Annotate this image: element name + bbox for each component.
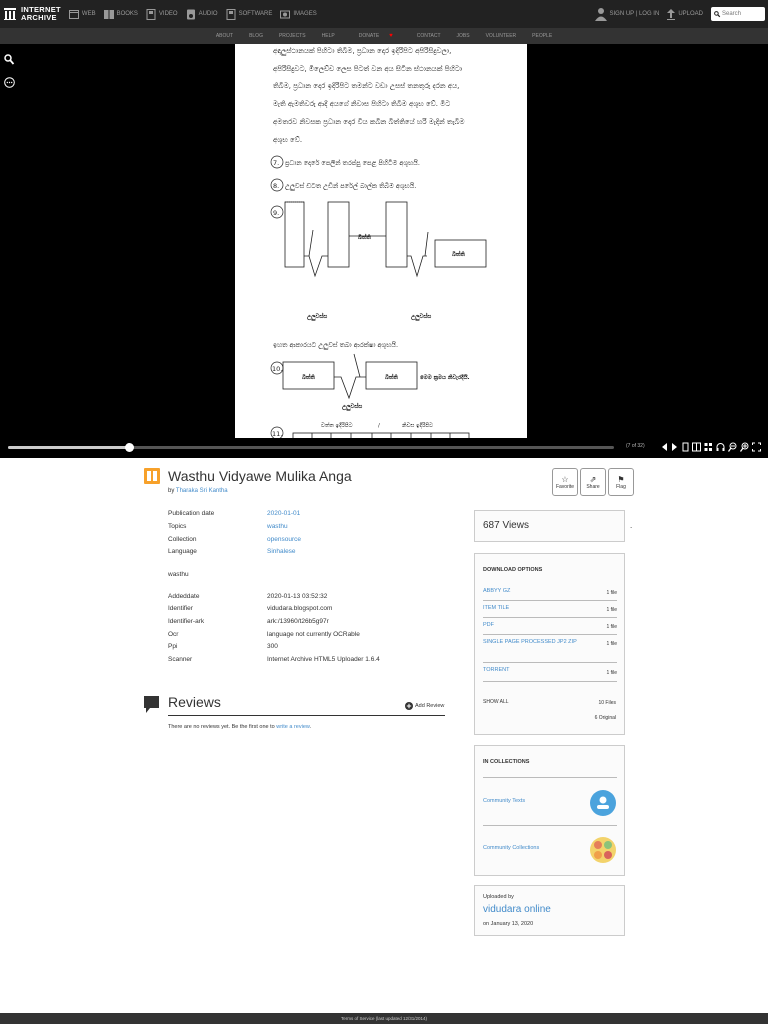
heart-icon: ♥: [389, 33, 393, 39]
write-review-link[interactable]: write a review: [276, 724, 310, 730]
subnav-about[interactable]: ABOUT: [215, 33, 234, 39]
search-input[interactable]: Search: [711, 7, 765, 21]
two-page-view-icon[interactable]: [692, 442, 701, 452]
book-reader: [0, 44, 768, 458]
software-icon: [226, 9, 236, 20]
collections-panel: [474, 745, 625, 876]
plus-circle-icon: [405, 702, 413, 710]
subnav-donate[interactable]: DONATE ♥: [358, 33, 393, 39]
books-icon: [104, 9, 114, 20]
svg-text:නිවස ඉදිරිපිට: නිවස ඉදිරිපිට: [402, 423, 434, 429]
terms-of-service-link[interactable]: Terms of Service (last updated 12/31/2014): [340, 1016, 428, 1021]
logo-line-2: ARCHIVE: [21, 13, 57, 22]
subnav-blog[interactable]: BLOG: [249, 33, 263, 39]
search-icon: [714, 11, 720, 17]
one-page-view-icon[interactable]: [682, 442, 689, 452]
book-page[interactable]: අඳාලුස්ථානයක් පිහිටා තිබීම, ප්‍රධාන දොර ඉදිරිපිට අපිරිසිදුවලා, අපිරිසිදුවට, මිලෙච්ච ලෙස පිටත් වන අය සිටින ස්ථානයක් පිහිටා තිබීම, ප්‍රධාන දොර ඉදිරිපිට තමන්ට වඩා උසස් තනතුරු දරන අය, මැති ඇමතිවරු ආදී අයගේ නිවාස පිහිටා තිබීම අශුභ වේ. මීට අමතරව නිවසක ප්‍රධාන දොර විය කබින බිත්තියේ හරි මැදින් තැබීම අශුභ වේ. 7. ප්‍රධාන දොරේ පෙලින් තරප්පු පෙළ පිහිටීම අශුභයි. 8. උලුවස්‍ ඩටත උඩින් පරේල් බාල්ක තිබීම අශුභයි. 9. බිත්ති බිත්ති උලුවස්ස උලුවස්ස ඉහත ආකාරයට උලුවස්‍ තබා ආරක්ෂා අශුභයි. 10. බිත්ති බිත්ති මෙම ක්‍රමය නිවැරදියි. උලුවස්ස 11. වත්ත ඉදිරිපිට / නිවස ඉදිරිපිට: [235, 44, 527, 438]
images-icon: [280, 9, 290, 20]
community-collections-link[interactable]: Community Collections: [483, 845, 540, 851]
download-options-heading: DOWNLOAD OPTIONS: [483, 567, 543, 573]
read-aloud-icon[interactable]: [716, 442, 725, 452]
community-texts-link[interactable]: Community Texts: [483, 798, 526, 804]
upload-link[interactable]: UPLOAD: [667, 9, 703, 20]
community-collections-icon: [589, 832, 617, 868]
flag-icon: ⚑: [617, 474, 625, 484]
views-panel: [474, 510, 625, 542]
download-row: SINGLE PAGE PROCESSED JP2 ZIP 1 file: [483, 636, 617, 663]
zoom-in-icon[interactable]: [740, 442, 749, 452]
uploader-link[interactable]: vidudara online: [483, 904, 551, 915]
svg-text:10.: 10.: [272, 365, 283, 373]
publication-date-link[interactable]: 2020-01-01: [267, 510, 301, 517]
svg-text:8.: 8.: [273, 182, 280, 190]
download-torrent[interactable]: TORRENT: [483, 667, 510, 673]
svg-text:ඉහත ආකාරයට උලුවස්‍ තබා ආරක්ෂා: ඉහත ආකාරයට උලුවස්‍ තබා ආරක්ෂා අශුභයි.: [273, 341, 399, 349]
page-slider-fill: [8, 446, 129, 449]
collections-divider: [483, 825, 617, 826]
next-page-icon[interactable]: [671, 442, 679, 452]
download-row: PDF 1 file: [483, 619, 617, 635]
item-title: Wasthu Vidyawe Mulika Anga: [168, 468, 352, 484]
page-slider[interactable]: [8, 446, 614, 449]
subnav-projects[interactable]: PROJECTS: [278, 33, 306, 39]
flag-button[interactable]: ⚑ Flag: [608, 468, 634, 496]
author-link[interactable]: Tharaka Sri Kantha: [175, 488, 228, 494]
zoom-out-icon[interactable]: [728, 442, 737, 452]
star-icon: ☆: [561, 474, 569, 484]
collection-item[interactable]: [483, 828, 617, 872]
top-navigation-bar: [0, 0, 768, 28]
download-jp2-zip[interactable]: SINGLE PAGE PROCESSED JP2 ZIP: [483, 639, 577, 645]
download-options-panel: [474, 553, 625, 735]
svg-text:උලුවස්ස: උලුවස්ස: [411, 314, 432, 320]
thumbnail-view-icon[interactable]: [704, 442, 713, 452]
secondary-navigation: [0, 28, 768, 44]
nav-software[interactable]: SOFTWARE: [226, 9, 273, 20]
reviews-icon: [144, 696, 159, 714]
web-icon: [69, 9, 79, 20]
texts-mediatype-icon: [144, 468, 160, 484]
search-icon[interactable]: [4, 54, 14, 65]
total-files: 10 Files: [598, 700, 616, 706]
community-texts-icon: [589, 785, 617, 821]
share-button[interactable]: ⇗ Share: [580, 468, 606, 496]
svg-text:බිත්ති: බිත්ති: [452, 252, 465, 258]
collection-item[interactable]: [483, 781, 617, 825]
svg-text:බිත්ති: බිත්ති: [358, 235, 371, 241]
subnav-contact[interactable]: CONTACT: [416, 33, 441, 39]
page-illustrations: [235, 152, 527, 438]
svg-text:වත්ත ඉදිරිපිට: වත්ත ඉදිරිපිට: [321, 423, 353, 429]
uploader-panel: [474, 885, 625, 936]
subnav-jobs[interactable]: JOBS: [456, 33, 470, 39]
subnav-people[interactable]: PEOPLE: [532, 33, 553, 39]
svg-text:11.: 11.: [272, 430, 283, 438]
archive-temple-icon: [4, 8, 16, 20]
topic-link[interactable]: wasthu: [267, 523, 288, 530]
svg-text:උලුවස්ස: උලුවස්ස: [307, 314, 328, 320]
nav-web[interactable]: WEB: [69, 9, 96, 20]
language-link[interactable]: Sinhalese: [267, 548, 296, 555]
page-indicator: (7 of 32): [626, 443, 645, 449]
view-count: 687 Views: [483, 520, 529, 531]
share-icon: ⇗: [589, 474, 597, 484]
item-description: wasthu: [168, 571, 189, 578]
audio-icon: [186, 9, 196, 20]
show-all-link[interactable]: SHOW ALL: [483, 699, 509, 705]
original-files: 6 Original: [594, 715, 616, 721]
add-review-button[interactable]: Add Review: [405, 702, 444, 710]
uploaded-by-label: Uploaded by: [483, 894, 514, 900]
download-pdf[interactable]: PDF: [483, 622, 494, 628]
svg-text:/: /: [378, 423, 380, 429]
views-dot: .: [630, 521, 633, 530]
reviews-title: Reviews: [168, 694, 221, 710]
fullscreen-icon[interactable]: [752, 442, 761, 452]
download-row: TORRENT 1 file: [483, 664, 617, 682]
logo-line-1: INTERNET: [21, 5, 61, 14]
collection-link[interactable]: opensource: [267, 536, 301, 543]
svg-text:7.: 7.: [273, 159, 280, 167]
svg-text:මෙම ක්‍රමය නිවැරදියි.: මෙම ක්‍රමය නිවැරදියි.: [420, 375, 470, 381]
favorite-button[interactable]: ☆ Favorite: [552, 468, 578, 496]
svg-text:බිත්ති: බිත්ති: [385, 375, 398, 381]
svg-text:9.: 9.: [273, 209, 280, 217]
collections-divider: [483, 777, 617, 778]
nav-images[interactable]: IMAGES: [280, 9, 316, 20]
download-item-tile[interactable]: ITEM TILE: [483, 605, 510, 611]
item-byline: by Tharaka Sri Kantha: [168, 488, 228, 494]
collections-heading: IN COLLECTIONS: [483, 759, 530, 765]
footer: [0, 1013, 768, 1024]
nav-books[interactable]: BOOKS: [104, 9, 138, 20]
sign-in-link[interactable]: SIGN UP | LOG IN: [595, 7, 660, 21]
download-row: ABBYY GZ 1 file: [483, 585, 617, 601]
internet-archive-logo[interactable]: [4, 6, 61, 22]
svg-text:ප්‍රධාන දොරේ පෙලින් තරප්පු පෙළ: ප්‍රධාන දොරේ පෙලින් තරප්පු පෙළ පිහිටීම අශුභයි.: [285, 159, 420, 167]
subnav-help[interactable]: HELP: [321, 33, 335, 39]
upload-date: on January 13, 2020: [483, 921, 534, 927]
download-abbyy-gz[interactable]: ABBYY GZ: [483, 588, 511, 594]
svg-text:බිත්ති: බිත්ති: [302, 375, 315, 381]
reviews-divider: [168, 715, 445, 716]
page-slider-handle[interactable]: [125, 443, 134, 452]
no-reviews-message: There are no reviews yet. Be the first one to write a review.: [168, 724, 312, 730]
svg-text:උලුවස්‍ ඩටත උඩින් පරේල් බාල්ක: උලුවස්‍ ඩටත උඩින් පරේල් බාල්ක තිබීම අශුභයි.: [285, 182, 417, 190]
reader-navbar: [0, 438, 768, 458]
svg-text:උලුවස්ස: උලුවස්ස: [342, 404, 363, 410]
nav-video[interactable]: VIDEO: [146, 9, 178, 20]
user-icon: [595, 7, 607, 21]
upload-icon: [667, 9, 675, 20]
download-row: ITEM TILE 1 file: [483, 602, 617, 618]
video-icon: [146, 9, 156, 20]
more-options-icon[interactable]: [4, 77, 15, 88]
subnav-volunteer[interactable]: VOLUNTEER: [485, 33, 517, 39]
previous-page-icon[interactable]: [660, 442, 668, 452]
nav-audio[interactable]: AUDIO: [186, 9, 218, 20]
